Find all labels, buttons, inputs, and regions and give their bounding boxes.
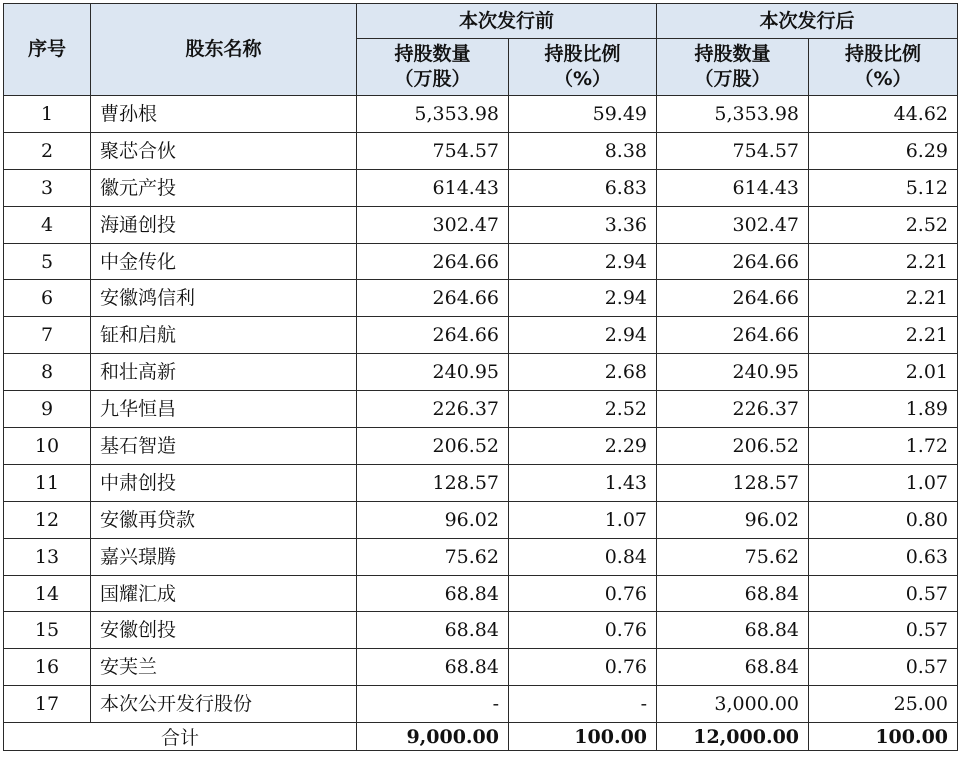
cell-no: 3	[4, 169, 91, 206]
cell-after-ratio: 2.21	[809, 317, 958, 354]
cell-before-shares: 754.57	[357, 132, 509, 169]
table-row	[4, 575, 958, 612]
cell-after-shares: 614.43	[657, 169, 809, 206]
cell-before-shares: 68.84	[357, 649, 509, 686]
header-shares-line2: （万股）	[394, 68, 471, 90]
cell-after-shares: 75.62	[657, 538, 809, 575]
cell-before-shares: 5,353.98	[357, 96, 509, 133]
header-shares-line2: （万股）	[694, 68, 771, 90]
table-row	[4, 317, 958, 354]
table-body	[4, 96, 958, 723]
table-row	[4, 354, 958, 391]
cell-after-ratio: 2.21	[809, 280, 958, 317]
cell-after-ratio: 2.21	[809, 243, 958, 280]
cell-after-ratio: 0.57	[809, 612, 958, 649]
cell-name: 本次公开发行股份	[91, 686, 357, 723]
cell-no: 16	[4, 649, 91, 686]
table-row	[4, 243, 958, 280]
header-ratio-line2: （%）	[553, 68, 612, 90]
cell-after-shares: 264.66	[657, 317, 809, 354]
cell-before-ratio: 1.43	[509, 464, 657, 501]
header-name: 股东名称	[91, 4, 357, 96]
cell-name: 中金传化	[91, 243, 357, 280]
table-row	[4, 649, 958, 686]
cell-name: 聚芯合伙	[91, 132, 357, 169]
cell-after-ratio: 1.07	[809, 464, 958, 501]
header-after-ratio	[809, 39, 958, 96]
cell-after-shares: 96.02	[657, 501, 809, 538]
cell-before-ratio: 2.29	[509, 428, 657, 465]
cell-name: 九华恒昌	[91, 391, 357, 428]
cell-after-shares: 264.66	[657, 280, 809, 317]
total-row	[4, 723, 958, 751]
cell-after-ratio: 1.89	[809, 391, 958, 428]
cell-no: 13	[4, 538, 91, 575]
table-row	[4, 280, 958, 317]
header-shares-line1: 持股数量	[394, 43, 471, 65]
cell-after-ratio: 5.12	[809, 169, 958, 206]
cell-after-ratio: 2.01	[809, 354, 958, 391]
cell-before-ratio: 2.52	[509, 391, 657, 428]
cell-no: 12	[4, 501, 91, 538]
table-row	[4, 391, 958, 428]
cell-no: 1	[4, 96, 91, 133]
cell-after-shares: 206.52	[657, 428, 809, 465]
header-after-shares	[657, 39, 809, 96]
total-after-shares: 12,000.00	[657, 723, 809, 751]
table-header	[4, 4, 958, 96]
total-before-ratio: 100.00	[509, 723, 657, 751]
cell-after-shares: 68.84	[657, 649, 809, 686]
header-group-after: 本次发行后	[657, 4, 958, 39]
cell-name: 钲和启航	[91, 317, 357, 354]
cell-name: 国耀汇成	[91, 575, 357, 612]
cell-before-ratio: 2.94	[509, 317, 657, 354]
cell-before-shares: 75.62	[357, 538, 509, 575]
cell-no: 5	[4, 243, 91, 280]
cell-before-ratio: 0.76	[509, 612, 657, 649]
cell-after-shares: 264.66	[657, 243, 809, 280]
cell-before-shares: 614.43	[357, 169, 509, 206]
cell-before-shares: 226.37	[357, 391, 509, 428]
total-before-shares: 9,000.00	[357, 723, 509, 751]
cell-before-shares: 96.02	[357, 501, 509, 538]
cell-no: 11	[4, 464, 91, 501]
total-after-ratio: 100.00	[809, 723, 958, 751]
cell-name: 和壮高新	[91, 354, 357, 391]
cell-before-ratio: 0.76	[509, 649, 657, 686]
header-ratio-line2: （%）	[854, 68, 912, 90]
cell-no: 7	[4, 317, 91, 354]
cell-no: 14	[4, 575, 91, 612]
cell-after-shares: 5,353.98	[657, 96, 809, 133]
cell-after-shares: 68.84	[657, 612, 809, 649]
cell-no: 10	[4, 428, 91, 465]
table-row	[4, 206, 958, 243]
cell-before-ratio: -	[509, 686, 657, 723]
cell-before-ratio: 0.84	[509, 538, 657, 575]
table-row	[4, 612, 958, 649]
shareholding-table	[3, 3, 958, 751]
cell-name: 海通创投	[91, 206, 357, 243]
cell-before-ratio: 6.83	[509, 169, 657, 206]
cell-before-shares: 128.57	[357, 464, 509, 501]
cell-after-shares: 68.84	[657, 575, 809, 612]
cell-name: 基石智造	[91, 428, 357, 465]
header-shares-line1: 持股数量	[694, 43, 771, 65]
cell-after-ratio: 0.57	[809, 575, 958, 612]
header-before-ratio	[509, 39, 657, 96]
header-ratio-line1: 持股比例	[845, 43, 922, 65]
cell-name: 安芙兰	[91, 649, 357, 686]
cell-no: 2	[4, 132, 91, 169]
cell-name: 安徽创投	[91, 612, 357, 649]
table-row	[4, 96, 958, 133]
cell-no: 4	[4, 206, 91, 243]
table-row	[4, 501, 958, 538]
table-row	[4, 538, 958, 575]
table-row	[4, 132, 958, 169]
cell-after-ratio: 2.52	[809, 206, 958, 243]
cell-before-ratio: 2.68	[509, 354, 657, 391]
header-no: 序号	[4, 4, 91, 96]
cell-before-shares: 240.95	[357, 354, 509, 391]
cell-before-ratio: 0.76	[509, 575, 657, 612]
cell-before-ratio: 2.94	[509, 280, 657, 317]
header-group-before: 本次发行前	[357, 4, 657, 39]
cell-no: 8	[4, 354, 91, 391]
table-row	[4, 428, 958, 465]
cell-after-shares: 302.47	[657, 206, 809, 243]
cell-before-ratio: 8.38	[509, 132, 657, 169]
header-ratio-line1: 持股比例	[544, 43, 621, 65]
cell-before-shares: 68.84	[357, 575, 509, 612]
cell-after-ratio: 6.29	[809, 132, 958, 169]
cell-after-shares: 3,000.00	[657, 686, 809, 723]
cell-before-ratio: 2.94	[509, 243, 657, 280]
cell-before-ratio: 59.49	[509, 96, 657, 133]
cell-before-shares: 68.84	[357, 612, 509, 649]
table-row	[4, 464, 958, 501]
table-row	[4, 169, 958, 206]
cell-before-shares: 264.66	[357, 243, 509, 280]
cell-after-ratio: 0.80	[809, 501, 958, 538]
cell-name: 曹孙根	[91, 96, 357, 133]
cell-after-ratio: 0.57	[809, 649, 958, 686]
cell-no: 17	[4, 686, 91, 723]
cell-after-ratio: 0.63	[809, 538, 958, 575]
cell-name: 安徽再贷款	[91, 501, 357, 538]
cell-before-shares: -	[357, 686, 509, 723]
cell-before-shares: 302.47	[357, 206, 509, 243]
cell-no: 9	[4, 391, 91, 428]
cell-after-shares: 226.37	[657, 391, 809, 428]
total-label: 合计	[4, 723, 357, 751]
cell-no: 15	[4, 612, 91, 649]
cell-after-shares: 128.57	[657, 464, 809, 501]
cell-before-ratio: 3.36	[509, 206, 657, 243]
cell-before-ratio: 1.07	[509, 501, 657, 538]
cell-before-shares: 264.66	[357, 280, 509, 317]
cell-after-ratio: 25.00	[809, 686, 958, 723]
cell-no: 6	[4, 280, 91, 317]
cell-name: 嘉兴璟腾	[91, 538, 357, 575]
cell-after-shares: 754.57	[657, 132, 809, 169]
table-row	[4, 686, 958, 723]
cell-before-shares: 264.66	[357, 317, 509, 354]
cell-name: 安徽鸿信利	[91, 280, 357, 317]
cell-name: 徽元产投	[91, 169, 357, 206]
cell-after-ratio: 1.72	[809, 428, 958, 465]
cell-after-ratio: 44.62	[809, 96, 958, 133]
cell-after-shares: 240.95	[657, 354, 809, 391]
cell-before-shares: 206.52	[357, 428, 509, 465]
shareholding-table-container	[3, 3, 958, 751]
header-before-shares	[357, 39, 509, 96]
cell-name: 中肃创投	[91, 464, 357, 501]
